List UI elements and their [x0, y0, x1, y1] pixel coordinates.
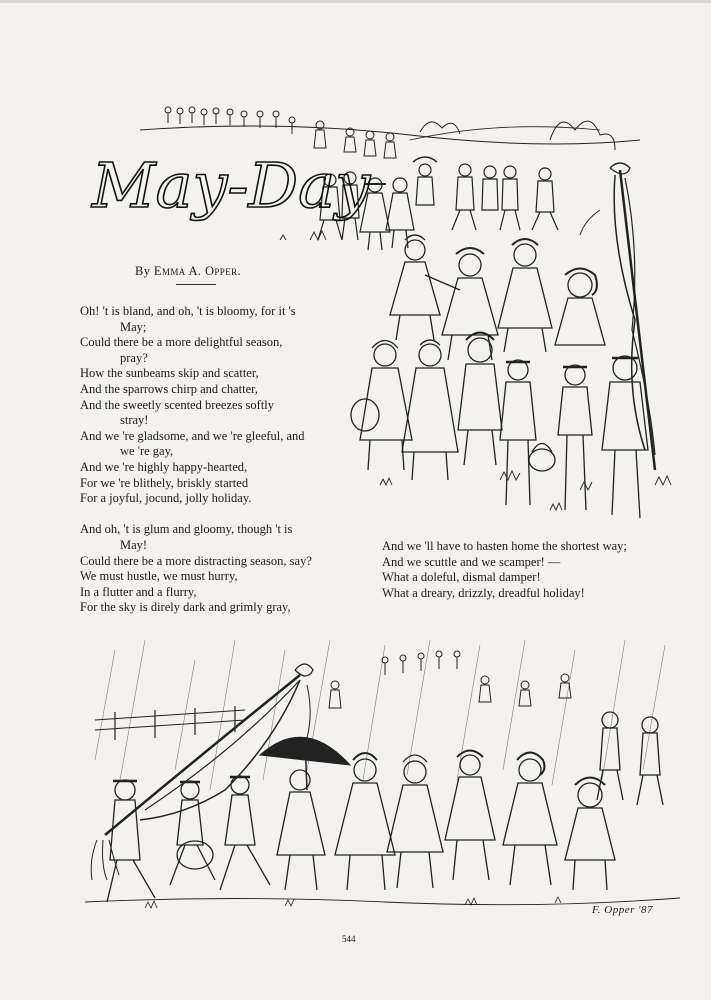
- title-lettering: [90, 135, 371, 225]
- poem-line: And we 're gladsome, and we 're gleeful, and: [80, 428, 305, 443]
- stanza-break: [80, 507, 332, 523]
- poem-line: we 're gay,: [120, 444, 174, 459]
- page-number: 544: [342, 934, 356, 944]
- poem-line: And oh, 't is glum and gloomy, though 't is: [80, 522, 293, 537]
- poem-line: For the sky is direly dark and grimly gray,: [80, 600, 291, 615]
- poem-line: We must hustle, we must hurry,: [80, 569, 238, 584]
- poem-line: And the sparrows chirp and chatter,: [80, 381, 258, 396]
- byline-prefix: By: [135, 264, 151, 278]
- byline-rule: [176, 284, 216, 285]
- top-rule: [0, 0, 711, 3]
- poem-line: Could there be a more delightful season,: [80, 335, 283, 350]
- byline: [135, 264, 241, 279]
- poem-line: May;: [120, 319, 147, 334]
- poem-line: And we 're highly happy-hearted,: [80, 459, 248, 474]
- artist-signature: F. Opper '87: [592, 904, 654, 916]
- page-title: May-Day: [92, 149, 371, 222]
- poem-line: In a flutter and a flurry,: [80, 584, 197, 599]
- poem-line: How the sunbeams skip and scatter,: [80, 366, 259, 381]
- poem-line: Oh! 't is bland, and oh, 't is bloomy, for it 's: [80, 304, 296, 318]
- poem-line: And we 'll have to hasten home the shortest way;: [382, 539, 627, 553]
- poem-line: For we 're blithely, briskly started: [80, 475, 249, 490]
- poem-line: What a doleful, dismal damper!: [382, 570, 541, 585]
- poem-line: stray!: [120, 413, 149, 428]
- bottom-illustration: [85, 640, 680, 925]
- poem-line: And the sweetly scented breezes softly: [80, 397, 275, 412]
- poem-line: For a joyful, jocund, jolly holiday.: [80, 491, 252, 506]
- poem-line: pray?: [120, 350, 148, 365]
- poem-line: And we scuttle and we scamper! —: [382, 554, 561, 569]
- poem-line: Could there be a more distracting season, say?: [80, 553, 312, 568]
- poem-left-column: [80, 304, 332, 616]
- byline-author: Emma A. Opper.: [153, 264, 242, 278]
- poem-right-column: [382, 539, 627, 601]
- poem-line: What a dreary, drizzly, dreadful holiday!: [382, 585, 585, 600]
- poem-line: May!: [120, 537, 148, 552]
